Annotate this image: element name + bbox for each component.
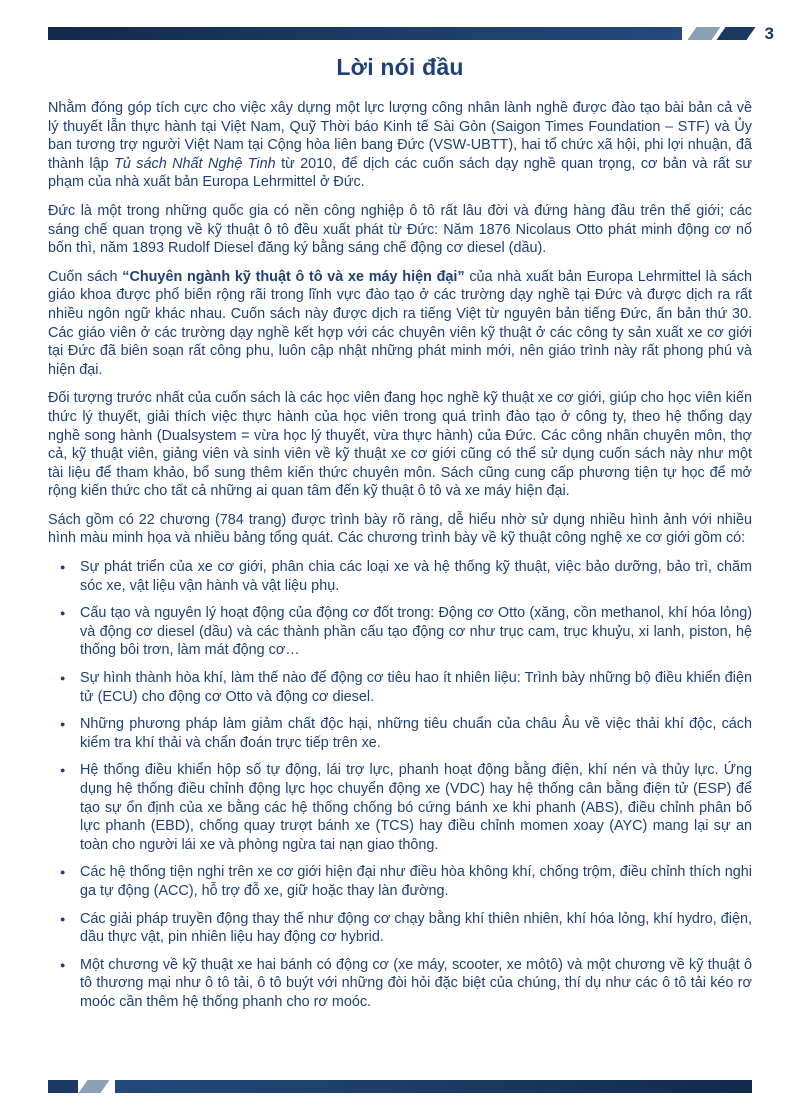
paragraph: [48, 389, 752, 501]
text-segment: “Chuyên ngành kỹ thuật ô tô và xe máy hiện đại”: [122, 268, 465, 285]
paragraph: [48, 511, 752, 548]
bullet-text: [80, 863, 752, 900]
text-segment: từ 2010, để dịch các cuốn sách dạy nghề quan trọng, cơ bản và rất sư phạm của nhà xuất bản Europa Lehrmittel ở Đức.: [48, 155, 752, 191]
bullet-item: [48, 863, 752, 900]
bullet-item: [48, 761, 752, 854]
text-segment: của nhà xuất bản Europa Lehrmittel là sách giáo khoa được phổ biến rộng rãi trong lĩnh vực đào tạo ở các trường dạy nghề tại Đức và được dịch ra rất nhiều ngôn ngữ khác nhau. Cuốn sách này được dịch ra tiếng Việt từ nguyên bản tiếng Đức, ấn bản thứ 30. Các giáo viên ở các trường dạy nghề kết hợp với các chuyên viên kỹ thuật ở các công ty sản xuất xe cơ giới tại Đức đã biên soạn rất công phu, luôn cập nhật những phát minh mới, nên giáo trình này rất phong phú và hiện đại.: [48, 268, 753, 378]
footer-bar: [48, 1080, 752, 1093]
bullet-item: [48, 956, 752, 1012]
text-segment: Các hệ thống tiện nghi trên xe cơ giới hiện đại như điều hòa không khí, chống trộm, điều chỉnh thích nghi ga tự động (ACC), hỗ trợ đỗ xe, giữ hoặc thay làn đường.: [80, 864, 752, 899]
bullet-item: [48, 910, 752, 947]
text-segment: Sự phát triển của xe cơ giới, phân chia các loại xe và hệ thống kỹ thuật, việc bảo dưỡng, bảo trì, chăm sóc xe, vật liệu vận hành và vật liệu phụ.: [80, 559, 752, 594]
bullet-dot-icon: ●: [60, 765, 66, 776]
footer-slash-dark-icon: [48, 1080, 78, 1093]
text-segment: Một chương về kỹ thuật xe hai bánh có động cơ (xe máy, scooter, xe môtô) và một chương về kỹ thuật ô tô thương mại như ô tô tải, ô tô buýt với những đòi hỏi đặc biệt của chúng, thí dụ như các ô tô tải kéo rơ moóc cần thêm hệ thống phanh cho rơ moóc.: [80, 956, 752, 1010]
bullet-item: [48, 604, 752, 660]
text-segment: Sự hình thành hòa khí, làm thế nào để động cơ tiêu hao ít nhiên liệu: Trình bày những bộ điều khiển điện tử (ECU) cho động cơ Otto và động cơ diesel.: [80, 670, 752, 705]
bullet-dot-icon: ●: [60, 913, 66, 924]
text-segment: Nhằm đóng góp tích cực cho việc xây dựng một lực lượng công nhân lành nghề được đào tạo bài bản cả về lý thuyết lẫn thực hành tại Việt Nam, Quỹ Thời báo Kinh tế Sài Gòn (Saigon Times Foundation – STF) và Ủy ban tương trợ người Việt Nam tại Cộng hòa liên bang Đức (VSW-UBTT), hai tổ chức xã hội, phi lợi nhuận, đã thành lập: [48, 100, 752, 172]
bullet-text: [80, 715, 752, 752]
bullet-text: [80, 761, 752, 854]
text-segment: Cuốn sách: [48, 268, 123, 285]
bullet-text: [80, 669, 752, 706]
paragraph: [48, 268, 752, 380]
header-rule: [48, 27, 682, 40]
text-segment: Tủ sách Nhất Nghệ Tinh: [114, 155, 276, 172]
bullet-dot-icon: ●: [60, 673, 66, 684]
page-title: Lời nói đầu: [336, 54, 464, 80]
text-segment: Sách gồm có 22 chương (784 trang) được trình bày rõ ràng, dễ hiểu nhờ sử dụng nhiều hình ảnh với nhiều hình màu minh họa và nhiều bảng tổng quát. Các chương trình bày về kỹ thuật công nghệ xe cơ giới gồm có:: [48, 511, 752, 547]
header-bar: [48, 26, 774, 41]
bullet-dot-icon: ●: [60, 719, 66, 730]
paragraph: [48, 99, 752, 192]
footer-rule: [115, 1080, 752, 1093]
header-slash-dark-icon: [716, 27, 755, 40]
text-segment: Đức là một trong những quốc gia có nền công nghiệp ô tô rất lâu đời và đứng hàng đầu trên thế giới; các sáng chế quan trọng về kỹ thuật ô tô đều xuất phát từ Đức: Năm 1876 Nicolaus Otto phát minh động cơ nổ bốn thì, năm 1893 Rudolf Diesel đăng ký bằng sáng chế động cơ diesel (dầu).: [48, 202, 752, 257]
footer-slash-light-icon: [78, 1080, 109, 1093]
bullet-dot-icon: ●: [60, 608, 66, 619]
bullet-dot-icon: ●: [60, 562, 66, 573]
bullet-text: [80, 604, 752, 660]
bullet-item: [48, 669, 752, 706]
bullet-text: [80, 956, 752, 1012]
paragraph: [48, 202, 752, 258]
bullet-dot-icon: ●: [60, 867, 66, 878]
header-slash-light-icon: [687, 27, 720, 40]
text-segment: Đối tượng trước nhất của cuốn sách là các học viên đang học nghề kỹ thuật xe cơ giới, giúp cho học viên kiến thức lý thuyết, giải thích việc thực hành của học viên trong quá trình đào tạo ở công ty, theo hệ thống dạy nghề song hành (Dualsystem = vừa học lý thuyết, vừa thực hành) của Đức. Các công nhân chuyên môn, thợ cả, kỹ thuật viên, giảng viên và sinh viên về kỹ thuật xe cơ giới cũng có thể sử dụng cuốn sách này như một tài liệu để tham khảo, bổ sung thêm kiến thức chuyên môn. Sách cũng cung cấp phương tiện tự học để mở rộng kiến thức cho tất cả những ai quan tâm đến kỹ thuật ô tô và xe máy hiện đại.: [48, 390, 752, 500]
text-segment: Các giải pháp truyền động thay thế như động cơ chạy bằng khí thiên nhiên, khí hóa lỏng, khí hydro, điện, dầu thực vật, pin nhiên liệu hay động cơ hybrid.: [80, 910, 752, 946]
text-segment: Cấu tạo và nguyên lý hoạt động của động cơ đốt trong: Động cơ Otto (xăng, cồn methanol, khí hóa lỏng) và động cơ diesel (dầu) và các thành phần cấu tạo động cơ như trục cam, trục khuỷu, xi lanh, piston, hệ thống bôi trơn, làm mát động cơ…: [80, 605, 752, 659]
content: [48, 99, 752, 1012]
bullet-text: [80, 558, 752, 595]
bullet-item: [48, 715, 752, 752]
text-segment: Những phương pháp làm giảm chất độc hại, những tiêu chuẩn của châu Âu về việc thải khí độc, cách kiểm tra khí thải và chẩn đoán trực tiếp trên xe.: [80, 716, 752, 751]
page-number: 3: [764, 24, 774, 43]
bullet-text: [80, 910, 752, 947]
bullet-dot-icon: ●: [60, 959, 66, 970]
text-segment: Hệ thống điều khiển hộp số tự động, lái trợ lực, phanh hoạt động bằng điện, khí nén và thủy lực. Ứng dụng hệ thống điều chỉnh động lực học chuyển động xe (VDC) hay hệ thống cân bằng điện tử (ESP) để tạo sự ổn định của xe bằng các hệ thống chống bó cứng bánh xe khi phanh (ABS), điều chỉnh phân bố lực phanh (EBD), chống quay trượt bánh xe (TCS) hay điều chỉnh momen xoay (AYC) mang lại sự an toàn cho người lái xe và phòng ngừa tai nạn giao thông.: [80, 762, 752, 853]
bullet-item: [48, 558, 752, 595]
